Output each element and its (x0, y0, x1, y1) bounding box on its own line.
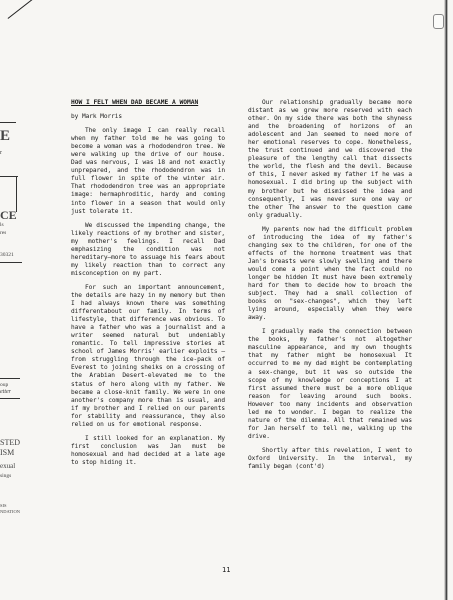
binding-edge (444, 0, 448, 600)
paragraph: I gradually made the connection between the books, my father's not altogether masculine appearance, and my own thoughts that my father might be homosexual It occurred to me my dad might be contemplating a sex-change, but it was so outside the scope of my knowledge or conceptions I at first assumed there must be a more oblique reason for leaving around such books. However too many incidents and observation led me to wonder. I began to realize the nature of the dilemma. All that remained was for Jan herself to tell me, walking up the drive. (248, 328, 412, 440)
paragraph: I still looked for an explanation. My first conclusion was Jan must be homosexual and had decided at a late age to stop hiding it. (71, 434, 225, 466)
paragraph: We discussed the impending change, the likely reactions of my brother and sister, my mother's feelings. I recall Dad emphasizing the condition was not hereditary—more to assuage his fears about my likely reaction than to correct any misconception on my part. (71, 221, 225, 277)
margin-rule (16, 176, 17, 212)
pen-mark (8, 0, 34, 19)
margin-fragment: ISM (0, 448, 15, 457)
margin-fragment: SIS (0, 503, 7, 508)
margin-fragment: sings (0, 473, 12, 479)
margin-fragment: STED (0, 438, 20, 447)
margin-fragment: res (0, 230, 7, 236)
left-column (71, 99, 225, 473)
margin-fragment: etter (0, 389, 11, 395)
margin-fragment: exual (0, 462, 16, 470)
paragraph: The only image I can really recall when my father told me he was going to become a woman was a rhododendron tree. We were walking up the drive of our house. Dad was nervous, I was 18 and not exactly unprepared, and the rhododendron was in full flower in spite of the winter air. That rhododendron tree was an appropriate image: hermaphroditic, hardy and coming into flower in a season that would only just tolerate it. (71, 127, 225, 215)
right-column (248, 99, 412, 477)
margin-rule (0, 398, 20, 399)
margin-rule (0, 122, 16, 123)
paragraph: My parents now had the difficult problem of introducing the idea of my father's changing sex to the children, for one of the effects of the hormone treatment was that Jan's breasts were slowly swelling and there would come a point when the fact could no longer be hidden It must have been extremely hard for them to decide how to broach the subject. They had a small collection of books on "sex-changes", which they left lying around, especially when they were away. (248, 225, 412, 322)
paragraph: Our relationship gradually became more distant as we grew more reserved with each other. On my side there was both the shyness and the broadening of horizons of an adolescent and Jan seemed to need more of her emotional reserves to cope. Nonetheless, the trust continued and we discovered the pleasure of the lengthy call that dissects the world, the flesh and the devil. Because of this, I never asked my father if he was a homosexual. I did bring up the subject with my brother but he dismissed the idea and consequently, I was never sure one way or the other The answer to the question came only gradually. (248, 99, 412, 219)
page-number: 11 (222, 566, 231, 574)
paragraph: For such an important announcement, the details are hazy in my memory but then I had always known there was something differentabout our family. In terms of lifestyle, that difference was obvious. To have a father who was a journalist and a writer seemed natural but undeniably romantic. To tell impressive stories at school of James Morris' earlier exploits – from struggling through the ice-pack of Everest to joining sheiks on a crossing of the Arabian Desert-elevated me to the status of hero along with my father. We became a close-knit family. We were in one another's company more than is usual, and if my brother and I relied on our parents for stability and reassurance, they also relied on us for emotional response. (71, 283, 225, 428)
article-title: HOW I FELT WHEN DAD BECAME A WOMAN (71, 99, 199, 106)
margin-fragment: CE (0, 208, 17, 222)
margin-fragment: 30321 (0, 252, 14, 258)
margin-fragment: ls (0, 222, 4, 228)
margin-fragment: oup (0, 382, 9, 388)
margin-fragment: r (0, 150, 2, 156)
article-byline: by Mark Morris (71, 113, 123, 121)
margin-rule (0, 262, 22, 263)
margin-rule (0, 378, 20, 379)
binder-hole (433, 14, 444, 29)
paragraph: Shortly after this revelation, I went to Oxford University. In the interval, my family began (cont'd) (248, 446, 412, 471)
margin-fragment: E (0, 128, 11, 144)
margin-fragment: NDATION (0, 509, 20, 514)
